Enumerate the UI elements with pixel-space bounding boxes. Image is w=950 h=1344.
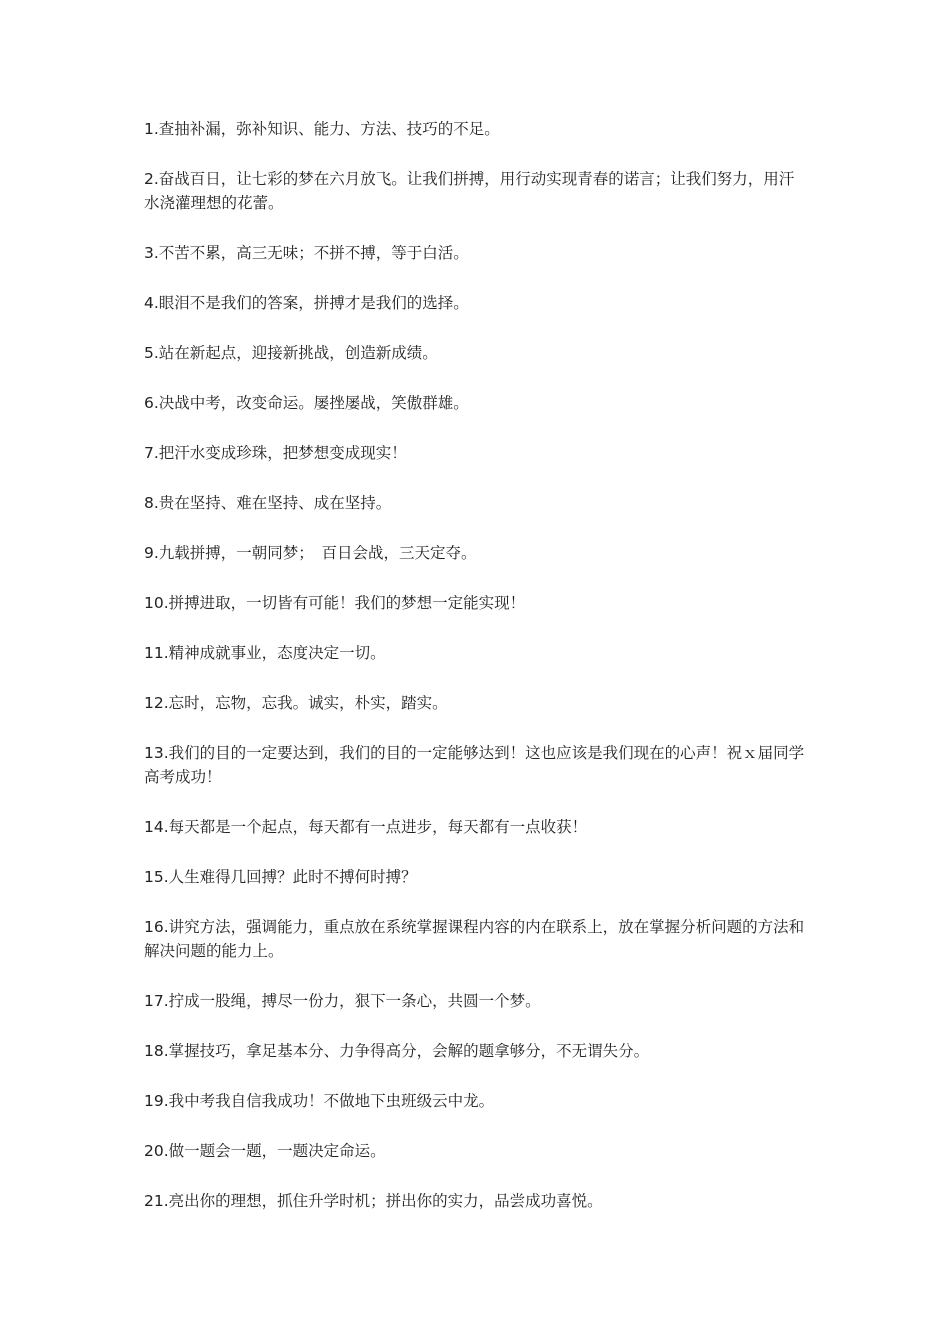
- paragraph-3: 3.不苦不累，高三无味；不拼不搏，等于白活。: [144, 244, 469, 262]
- paragraph-9: 9.九载拼搏，一朝同梦； 百日会战，三天定夺。: [144, 544, 477, 562]
- paragraph-12: 12.忘时，忘物，忘我。诚实，朴实，踏实。: [144, 694, 448, 712]
- paragraph-1: 1.查抽补漏，弥补知识、能力、方法、技巧的不足。: [144, 120, 500, 138]
- paragraph-8: 8.贵在坚持、难在坚持、成在坚持。: [144, 494, 392, 512]
- paragraph-14: 14.每天都是一个起点，每天都有一点进步，每天都有一点收获！: [144, 818, 588, 836]
- paragraph-7: 7.把汗水变成珍珠，把梦想变成现实！: [144, 444, 407, 462]
- paragraph-6: 6.决战中考，改变命运。屡挫屡战，笑傲群雄。: [144, 394, 469, 412]
- paragraph-5: 5.站在新起点，迎接新挑战，创造新成绩。: [144, 344, 438, 362]
- paragraph-19: 19.我中考我自信我成功！不做地下虫班级云中龙。: [144, 1092, 495, 1110]
- paragraph-4: 4.眼泪不是我们的答案，拼搏才是我们的选择。: [144, 294, 469, 312]
- paragraph-13: 13.我们的目的一定要达到，我们的目的一定能够达到！这也应该是我们现在的心声！祝ｘ届同学高考成功！: [144, 744, 805, 786]
- paragraph-2: 2.奋战百日，让七彩的梦在六月放飞。让我们拼搏，用行动实现青春的诺言；让我们努力，用汗水浇灌理想的花蕾。: [144, 170, 795, 212]
- paragraph-16: 16.讲究方法，强调能力，重点放在系统掌握课程内容的内在联系上，放在掌握分析问题的方法和解决问题的能力上。: [144, 918, 805, 960]
- paragraph-17: 17.拧成一股绳，搏尽一份力，狠下一条心，共圆一个梦。: [144, 992, 541, 1010]
- paragraph-18: 18.掌握技巧，拿足基本分、力争得高分，会解的题拿够分，不无谓失分。: [144, 1042, 650, 1060]
- paragraph-10: 10.拼搏进取，一切皆有可能！我们的梦想一定能实现！: [144, 594, 526, 612]
- paragraph-21: 21.亮出你的理想，抓住升学时机；拼出你的实力，品尝成功喜悦。: [144, 1192, 603, 1210]
- document-body: [144, 117, 808, 1239]
- paragraph-11: 11.精神成就事业，态度决定一切。: [144, 644, 386, 662]
- paragraph-15: 15.人生难得几回搏？此时不搏何时搏？: [144, 868, 417, 886]
- paragraph-20: 20.做一题会一题，一题决定命运。: [144, 1142, 386, 1160]
